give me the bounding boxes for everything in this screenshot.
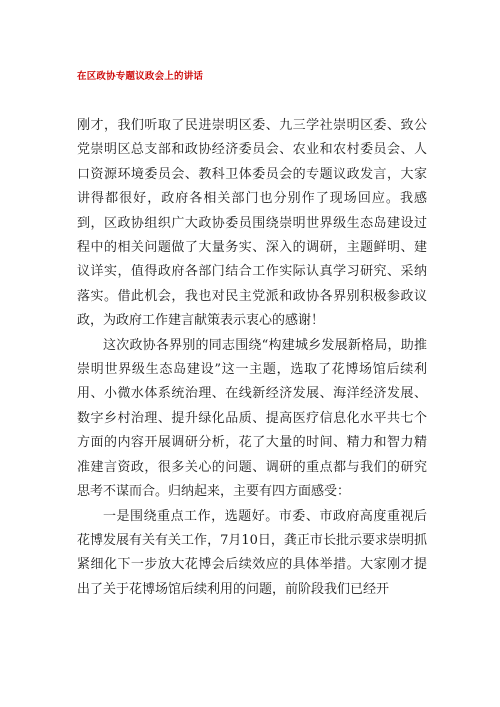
document-title: 在区政协专题议政会上的讲话 [77, 71, 204, 82]
document-body [77, 114, 427, 602]
paragraph: 这次政协各界别的同志围绕“构建城乡发展新格局，助推崇明世界级生态岛建设”这一主题，选取了花博场馆后续利用、小微水体系统治理、在线新经济发展、海洋经济发展、数字乡村治理、提升绿化品质、提高医疗信息化水平共七个方面的内容开展调研分析，花了大量的时间、精力和智力精准建言资政，很多关心的问题、调研的重点都与我们的研究思考不谋而合。归纳起来，主要有四方面感受： [77, 337, 427, 500]
paragraph: 刚才，我们听取了民进崇明区委、九三学社崇明区委、致公党崇明区总支部和政协经济委员会、农业和农村委员会、人口资源环境委员会、教科卫体委员会的专题议政发言，大家讲得都很好，政府各相关部门也分别作了现场回应。我感到，区政协组织广大政协委员围绕崇明世界级生态岛建设过程中的相关问题做了大量务实、深入的调研，主题鲜明、建议详实，值得政府各部门结合工作实际认真学习研究、采纳落实。借此机会，我也对民主党派和政协各界别积极参政议政，为政府工作建言献策表示衷心的感谢！ [77, 118, 427, 329]
paragraph: 一是围绕重点工作，选题好。市委、市政府高度重视后花博发展有关有关工作，7月10日，龚正市长批示要求崇明抓紧细化下一步放大花博会后续效应的具体举措。大家刚才提出了关于花博场馆后续利用的问题，前阶段我们已经开 [77, 508, 427, 597]
